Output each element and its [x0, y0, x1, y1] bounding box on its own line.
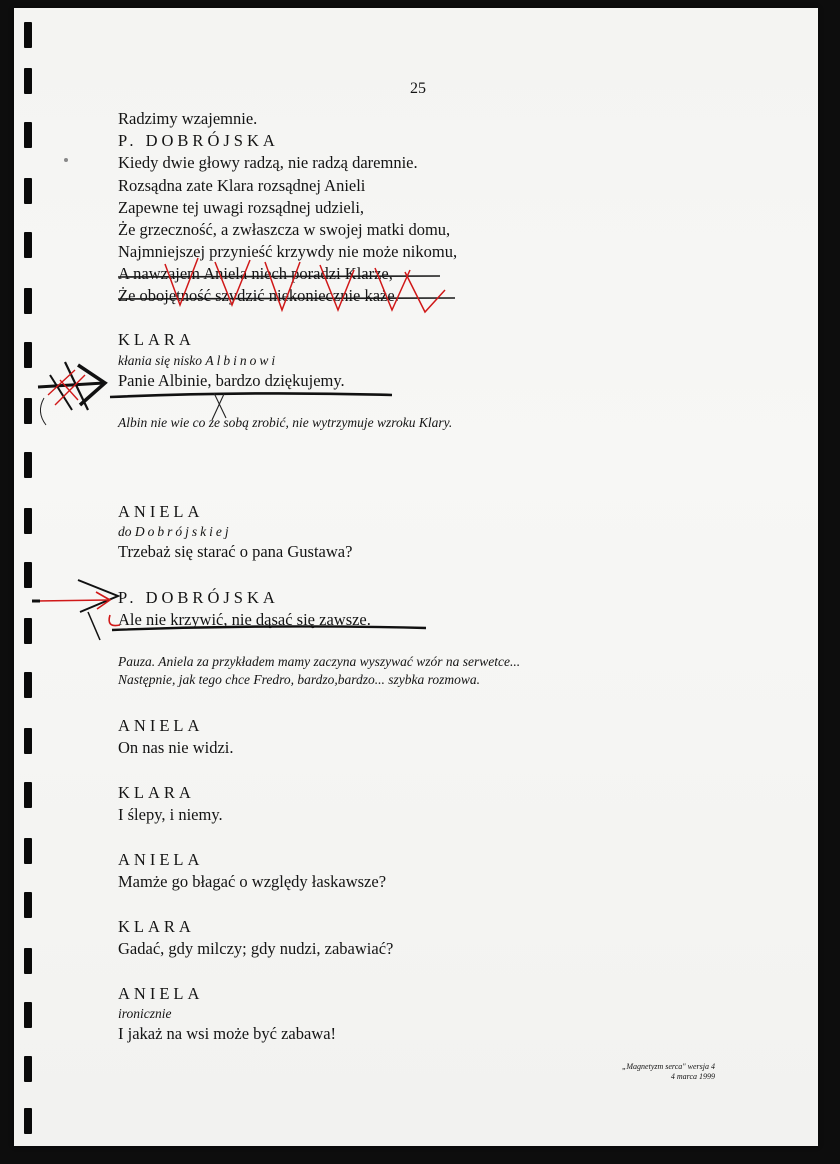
speaker-name: KLARA [118, 330, 195, 349]
punch-hole [24, 178, 32, 204]
punch-hole [24, 782, 32, 808]
direction-text: do [118, 524, 132, 539]
dialogue-line: Rozsądna zate Klara rozsądnej Anieli [118, 176, 366, 195]
punch-hole [24, 452, 32, 478]
speaker-name: ANIELA [118, 850, 204, 869]
punch-hole [24, 1108, 32, 1134]
page-number: 25 [410, 80, 426, 97]
punch-hole [24, 122, 32, 148]
punch-hole [24, 618, 32, 644]
punch-hole [24, 1002, 32, 1028]
dialogue-line: I ślepy, i niemy. [118, 805, 223, 824]
stage-direction [118, 524, 232, 540]
dialogue-line: Gadać, gdy milczy; gdy nudzi, zabawiać? [118, 939, 394, 958]
punch-hole [24, 672, 32, 698]
punch-hole [24, 1056, 32, 1082]
dialogue-line: Mamże go błagać o względy łaskawsze? [118, 872, 387, 891]
direction-text: kłania się nisko [118, 353, 202, 368]
punch-hole [24, 892, 32, 918]
dialogue-line: Panie Albinie, bardzo dziękujemy. [118, 371, 345, 390]
punch-hole [24, 728, 32, 754]
dialogue-line: Ale nie krzywić, nie dąsać się zawsze. [118, 610, 371, 629]
direction-name: Albinowi [205, 353, 279, 368]
speaker-name: ANIELA [118, 716, 204, 735]
punch-hole [24, 948, 32, 974]
speaker-name: KLARA [118, 917, 195, 936]
speaker-name: P. DOBRÓJSKA [118, 131, 279, 150]
dialogue-line: Że grzeczność, a zwłaszcza w swojej matki domu, [118, 220, 451, 239]
punch-hole [24, 22, 32, 48]
speaker-name: ANIELA [118, 984, 204, 1003]
dialogue-line: Radzimy wzajemnie. [118, 109, 258, 128]
punch-hole [24, 232, 32, 258]
footer-title: „Magnetyzm serca" wersja 4 [621, 1062, 715, 1071]
punch-hole [24, 68, 32, 94]
dialogue-line: On nas nie widzi. [118, 738, 234, 757]
punch-hole [24, 562, 32, 588]
punch-hole [24, 508, 32, 534]
punch-hole [24, 398, 32, 424]
dialogue-line: Kiedy dwie głowy radzą, nie radzą daremnie. [118, 153, 418, 172]
stage-note: Pauza. Aniela za przykładem mamy zaczyna wyszywać wzór na serwetce... [118, 654, 521, 669]
speaker-name: KLARA [118, 783, 195, 802]
stage-direction [118, 353, 278, 369]
stage-direction: ironicznie [118, 1006, 172, 1021]
stage-note: Następnie, jak tego chce Fredro, bardzo,bardzo... szybka rozmowa. [118, 672, 480, 687]
dialogue-line: Zapewne tej uwagi rozsądnej udzieli, [118, 198, 365, 217]
direction-name: Dobrójskiej [134, 524, 232, 539]
speaker-name: ANIELA [118, 502, 204, 521]
punch-hole [24, 288, 32, 314]
footer-note [560, 1062, 715, 1082]
speaker-name: P. DOBRÓJSKA [118, 588, 279, 607]
struck-line: Że obojętność szydzić niekoniecznie każe. [118, 286, 399, 305]
dialogue-line: Trzebaż się starać o pana Gustawa? [118, 542, 353, 561]
struck-line: A nawzajem Aniela niech poradzi Klarze, [118, 264, 393, 283]
dialogue-line: Najmniejszej przynieść krzywdy nie może nikomu, [118, 242, 458, 261]
dialogue-line: I jakaż na wsi może być zabawa! [118, 1024, 337, 1043]
punch-hole [24, 838, 32, 864]
stage-note: Albin nie wie co ze sobą zrobić, nie wytrzymuje wzroku Klary. [118, 415, 453, 430]
punch-hole [24, 342, 32, 368]
footer-date: 4 marca 1999 [670, 1072, 715, 1081]
